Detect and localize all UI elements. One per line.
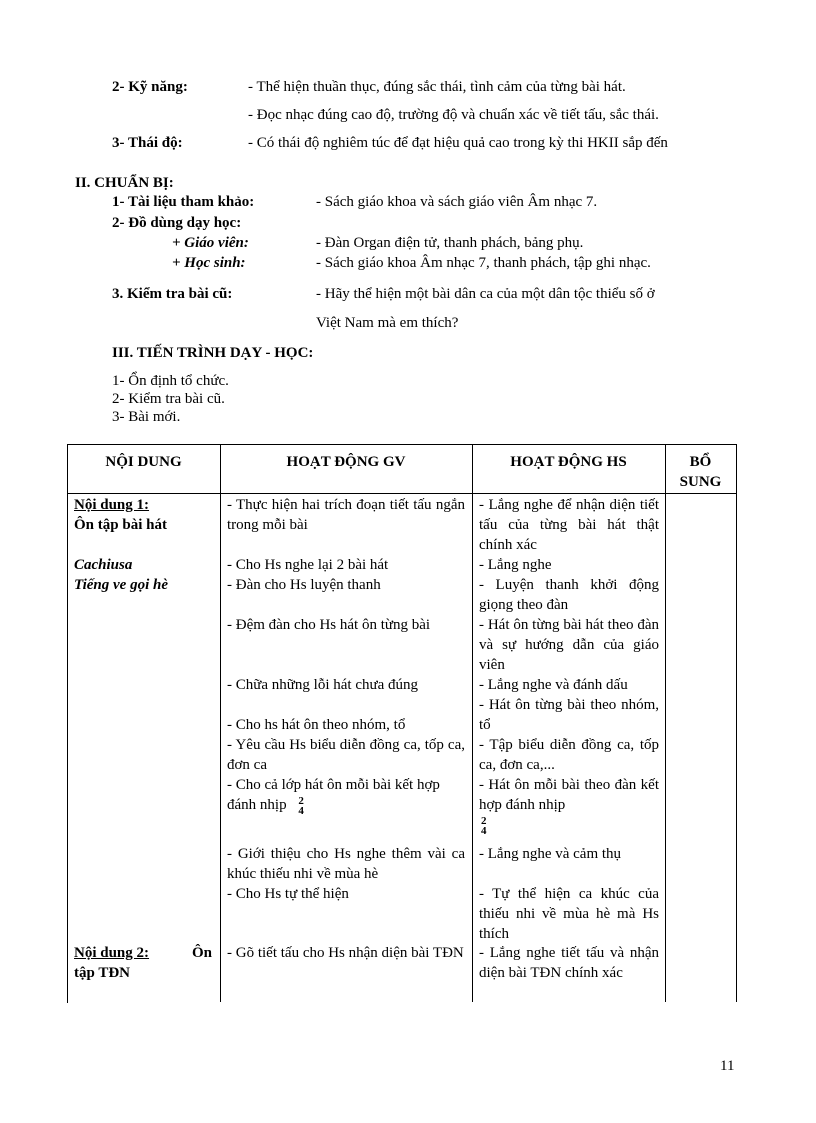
hs-item: - Hát ôn mỗi bài theo đàn kết hợp đánh nhịp: [479, 777, 659, 813]
table-top-border: [67, 444, 737, 445]
time-signature-bottom: 4: [298, 804, 304, 817]
gv-item: - Đàn cho Hs luyện thanh: [227, 577, 381, 593]
part-1-title: Nội dung 1:: [74, 497, 150, 513]
section-3-title: III. TIẾN TRÌNH DẠY - HỌC:: [112, 345, 314, 361]
student-text: - Sách giáo khoa Âm nhạc 7, thanh phách, tập ghi nhạc.: [316, 255, 651, 271]
teacher-label: + Giáo viên:: [172, 235, 249, 251]
step-1: 1- Ổn định tổ chức.: [112, 373, 229, 389]
hs-item: - Tự thể hiện ca khúc của thiếu nhi về mùa hè mà Hs thích: [479, 886, 659, 942]
hs-item: - Luyện thanh khởi động giọng theo đàn: [479, 577, 659, 613]
hs-item: - Hát ôn từng bài theo nhóm, tổ: [479, 697, 659, 733]
header-content: NỘI DUNG: [105, 454, 182, 470]
table-header-divider: [67, 493, 737, 494]
hs-item: - Hát ôn từng bài hát theo đàn và sự hướng dẫn của giáo viên: [479, 617, 659, 673]
gv-item: - Gõ tiết tấu cho Hs nhận diện bài TĐN: [227, 945, 464, 961]
time-signature-bottom: 4: [481, 824, 487, 837]
table-col-divider: [665, 444, 666, 1002]
skills-label: 2- Kỹ năng:: [112, 79, 188, 95]
hs-item: - Lắng nghe và đánh dấu: [479, 677, 628, 693]
gv-item: - Yêu cầu Hs biểu diễn đồng ca, tốp ca, đơn ca: [227, 737, 465, 773]
table-col-divider: [472, 444, 473, 1002]
gv-item: - Giới thiệu cho Hs nghe thêm vài ca khúc thiếu nhi về mùa hè: [227, 846, 465, 882]
song-1-title: Cachiusa: [74, 557, 133, 573]
gv-item: - Thực hiện hai trích đoạn tiết tấu ngắn trong mỗi bài: [227, 497, 465, 533]
hs-item: - Lắng nghe: [479, 557, 552, 573]
gv-item: - Cho Hs nghe lại 2 bài hát: [227, 557, 389, 573]
gv-item: - Cho cả lớp hát ôn mỗi bài kết hợp đánh nhịp: [227, 777, 440, 813]
hs-item: - Lắng nghe và cảm thụ: [479, 846, 622, 862]
hs-item: - Tập biểu diễn đồng ca, tốp ca, đơn ca,...: [479, 737, 659, 773]
table-col-divider: [736, 444, 737, 1002]
old-lesson-check-line-1: - Hãy thể hiện một bài dân ca của một dân tộc thiểu số ở: [316, 286, 655, 302]
time-signature-top: 2: [481, 814, 487, 827]
gv-item: - Cho hs hát ôn theo nhóm, tổ: [227, 717, 406, 733]
time-signature: [481, 816, 487, 836]
hs-item: - Lắng nghe tiết tấu và nhận diện bài TĐN chính xác: [479, 945, 659, 981]
part-2-heading: [74, 943, 212, 963]
gv-item: - Đệm đàn cho Hs hát ôn từng bài: [227, 617, 431, 633]
time-signature-top: 2: [298, 794, 304, 807]
header-teacher-activity: HOẠT ĐỘNG GV: [286, 454, 406, 470]
part-2-subtitle-b: tập TĐN: [74, 965, 130, 981]
header-supplement-line-2: SUNG: [679, 474, 722, 490]
attitude-text: - Có thái độ nghiêm túc để đạt hiệu quả cao trong kỳ thi HKII sắp đến: [248, 135, 668, 151]
step-2: 2- Kiểm tra bài cũ.: [112, 391, 225, 407]
tools-label: 2- Đồ dùng dạy học:: [112, 215, 242, 231]
header-supplement: [665, 452, 736, 492]
hs-item: - Lắng nghe để nhận diện tiết tấu của từng bài hát thật chính xác: [479, 497, 659, 553]
gv-item: - Chữa những lỗi hát chưa đúng: [227, 677, 419, 693]
table-col-divider: [220, 444, 221, 1002]
header-supplement-line-1: BỔ: [689, 454, 712, 470]
step-3: 3- Bài mới.: [112, 409, 181, 425]
section-2-title: II. CHUẨN BỊ:: [75, 175, 174, 191]
part-2-title: Nội dung 2:: [74, 945, 150, 961]
song-2-title: Tiếng ve gọi hè: [74, 577, 169, 593]
teacher-text: - Đàn Organ điện tử, thanh phách, bảng phụ.: [316, 235, 584, 251]
gv-item: - Cho Hs tự thể hiện: [227, 886, 349, 902]
page-number: 11: [720, 1058, 735, 1074]
attitude-label: 3- Thái độ:: [112, 135, 183, 151]
time-signature-hs: [481, 815, 487, 836]
reference-label: 1- Tài liệu tham khảo:: [112, 194, 255, 210]
gv-item-with-time-signature: [227, 775, 465, 816]
old-lesson-check-label: 3. Kiểm tra bài cũ:: [112, 286, 233, 302]
part-1-subtitle: Ôn tập bài hát: [74, 517, 167, 533]
reference-text: - Sách giáo khoa và sách giáo viên Âm nhạc 7.: [316, 194, 598, 210]
time-signature: [298, 796, 304, 816]
skills-line-2: - Đọc nhạc đúng cao độ, trường độ và chuẩn xác về tiết tấu, sắc thái.: [248, 107, 659, 123]
skills-line-1: - Thể hiện thuần thục, đúng sắc thái, tình cảm của từng bài hát.: [248, 79, 626, 95]
part-2-subtitle-a: Ôn: [191, 945, 212, 961]
old-lesson-check-line-2: Việt Nam mà em thích?: [316, 315, 459, 331]
header-student-activity: HOẠT ĐỘNG HS: [510, 454, 627, 470]
student-label: + Học sinh:: [172, 255, 246, 271]
